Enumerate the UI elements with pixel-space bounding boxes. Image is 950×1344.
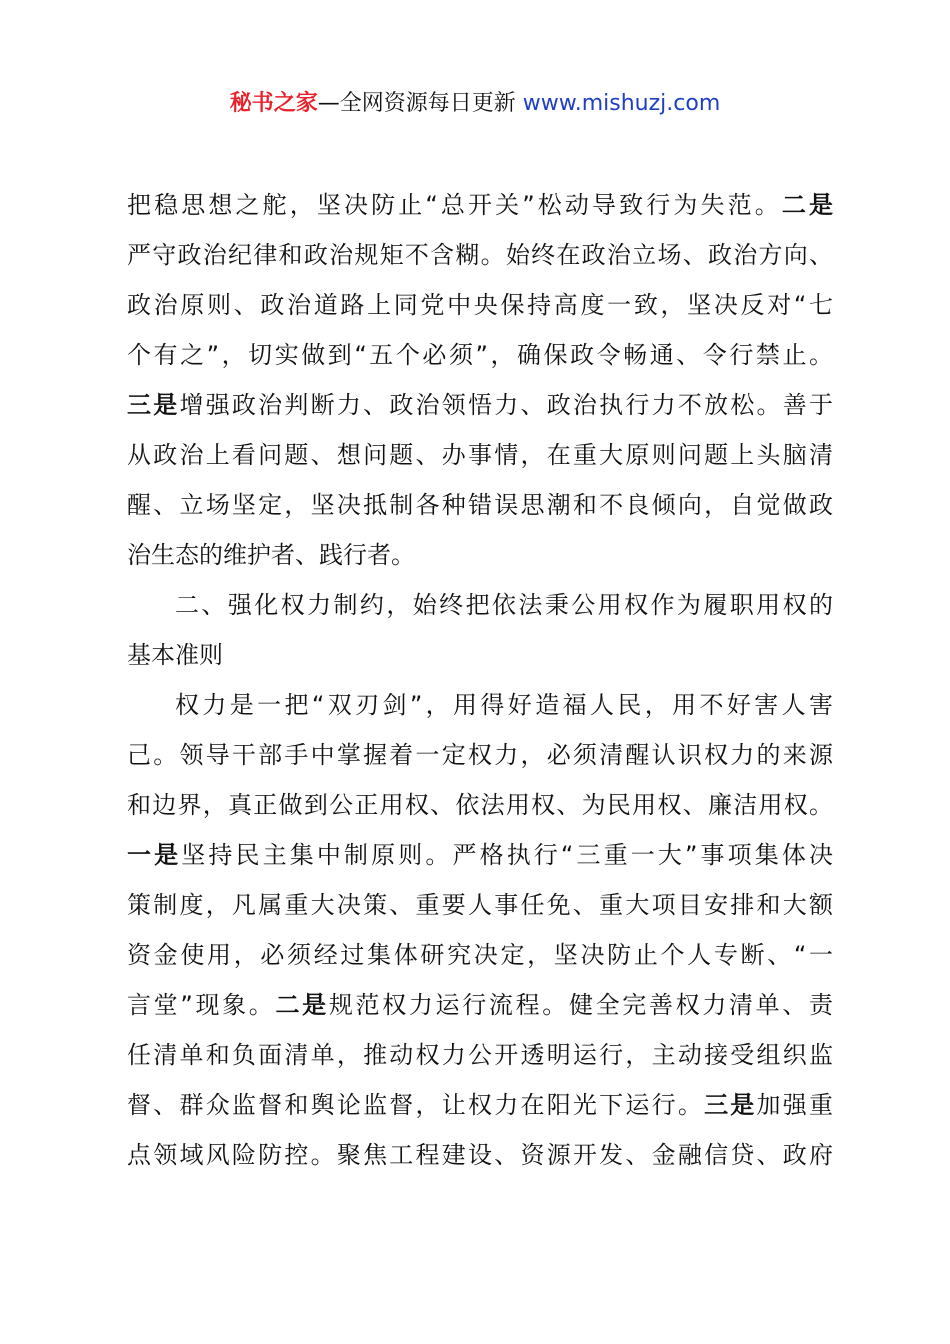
- text-line: 从政治上看问题、想问题、办事情，在重大原则问题上头脑清: [127, 441, 833, 469]
- brand-name: 秘书之家: [229, 91, 318, 116]
- bold-marker: 二是: [781, 191, 833, 219]
- text-line: 把稳思想之舵，坚决防止“总开关”松动导致行为失范。二是: [127, 191, 833, 219]
- text-line: 一是坚持民主集中制原则。严格执行“三重一大”事项集体决: [127, 841, 834, 869]
- text-line: 和边界，真正做到公正用权、依法用权、为民用权、廉洁用权。: [127, 791, 833, 819]
- text-line: 权力是一把“双刃剑”，用得好造福人民，用不好害人害: [175, 691, 833, 719]
- section-heading: 二、强化权力制约，始终把依法秉公用权作为履职用权的: [175, 591, 833, 619]
- text-line: 政治原则、政治道路上同党中央保持高度一致，坚决反对“七: [127, 291, 833, 319]
- site-url-link[interactable]: www.mishuzj.com: [522, 91, 721, 116]
- text-line: 个有之”，切实做到“五个必须”，确保政令畅通、令行禁止。: [127, 341, 833, 369]
- text-line: 言堂”现象。二是规范权力运行流程。健全完善权力清单、责: [127, 991, 834, 1019]
- text-line: 资金使用，必须经过集体研究决定，坚决防止个人专断、“一: [127, 941, 833, 969]
- page-header: [0, 86, 950, 122]
- text-line: 治生态的维护者、践行者。: [127, 541, 415, 569]
- text-line: 己。领导干部手中掌握着一定权力，必须清醒认识权力的来源: [127, 741, 833, 769]
- bold-marker: 一是: [127, 841, 182, 869]
- section-heading-cont: 基本准则: [127, 641, 223, 669]
- text-line: 点领域风险防控。聚焦工程建设、资源开发、金融信贷、政府: [127, 1141, 833, 1169]
- text-line: 严守政治纪律和政治规矩不含糊。始终在政治立场、政治方向、: [127, 241, 833, 269]
- bold-marker: 三是: [704, 1091, 757, 1119]
- text-line: 醒、立场坚定，坚决抵制各种错误思潮和不良倾向，自觉做政: [127, 491, 833, 519]
- text-line: 督、群众监督和舆论监督，让权力在阳光下运行。三是加强重: [127, 1091, 834, 1119]
- document-body: [127, 180, 833, 1180]
- text-line: 任清单和负面清单，推动权力公开透明运行，主动接受组织监: [127, 1041, 833, 1069]
- header-slogan: —全网资源每日更新: [317, 91, 516, 116]
- bold-marker: 二是: [275, 991, 329, 1019]
- bold-marker: 三是: [127, 391, 180, 419]
- text-line: 三是增强政治判断力、政治领悟力、政治执行力不放松。善于: [127, 391, 834, 419]
- text-line: 策制度，凡属重大决策、重要人事任免、重大项目安排和大额: [127, 891, 833, 919]
